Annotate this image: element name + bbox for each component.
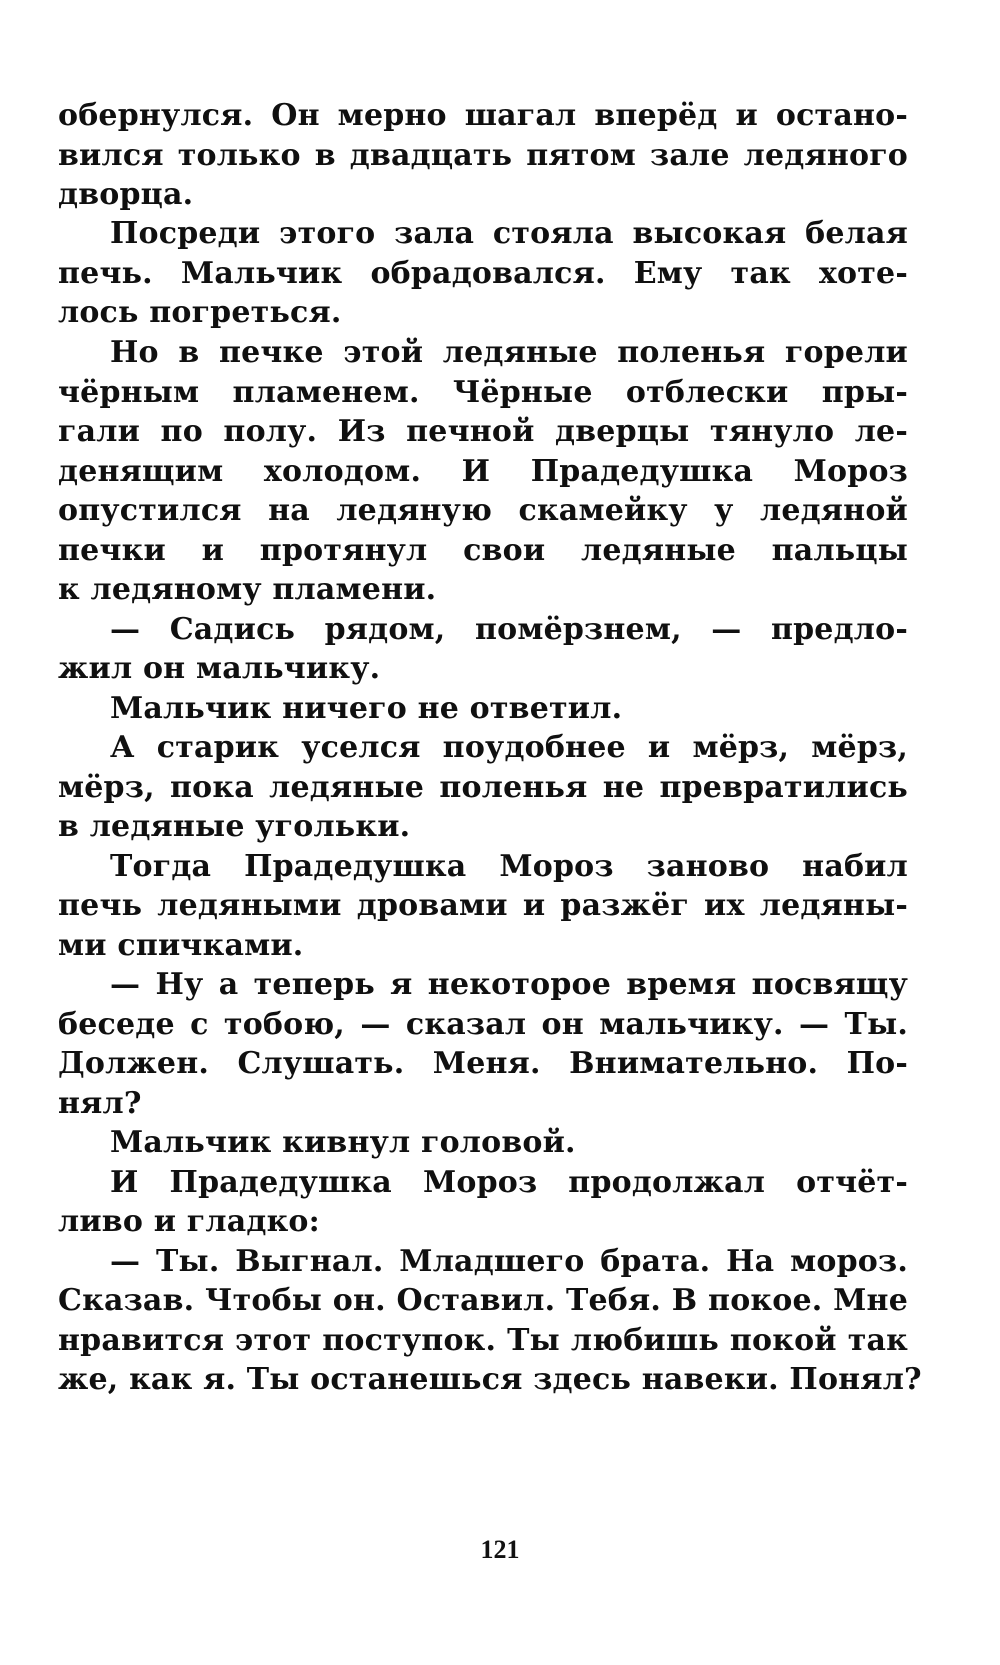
text-line: Сказав. Чтобы он. Оставил. Тебя. В покое. Мне: [58, 1283, 908, 1318]
text-line: нял?: [58, 1086, 142, 1121]
text-line: — Ну а теперь я некоторое время посвящу: [110, 967, 908, 1002]
text-line: Тогда Прадедушка Мороз заново набил: [110, 849, 908, 884]
text-line: же, как я. Ты останешься здесь навеки. Понял?: [58, 1362, 922, 1397]
text-line: гали по полу. Из печной дверцы тянуло ле-: [58, 414, 908, 449]
text-line: печки и протянул свои ледяные пальцы: [58, 533, 908, 568]
page-number: 121: [480, 1535, 520, 1564]
text-line: — Ты. Выгнал. Младшего брата. На мороз.: [110, 1244, 908, 1279]
text-line: печь. Мальчик обрадовался. Ему так хоте-: [58, 256, 908, 291]
text-line: обернулся. Он мерно шагал вперёд и остано-: [58, 98, 908, 133]
text-line: печь ледяными дровами и разжёг их ледяны-: [58, 888, 908, 923]
text-line: — Садись рядом, помёрзнем, — предло-: [110, 612, 908, 647]
text-line: опустился на ледяную скамейку у ледяной: [58, 493, 908, 528]
text-line: ливо и гладко:: [58, 1204, 320, 1239]
text-line: чёрным пламенем. Чёрные отблески пры-: [58, 375, 908, 410]
text-line: Должен. Слушать. Меня. Внимательно. По-: [58, 1046, 908, 1081]
text-line: Посреди этого зала стояла высокая белая: [110, 216, 908, 251]
text-line: А старик уселся поудобнее и мёрз, мёрз,: [110, 730, 908, 765]
text-line: беседе с тобою, — сказал он мальчику. — Ты.: [58, 1007, 908, 1042]
text-line: дворца.: [58, 177, 194, 212]
text-line: в ледяные угольки.: [58, 809, 411, 844]
text-line: Но в печке этой ледяные поленья горели: [110, 335, 908, 370]
text-line: ми спичками.: [58, 928, 304, 963]
text-line: жил он мальчику.: [58, 651, 381, 686]
text-line: вился только в двадцать пятом зале ледяного: [58, 138, 908, 173]
text-line: к ледяному пламени.: [58, 572, 437, 607]
text-line: лось погреться.: [58, 295, 342, 330]
text-line: Мальчик ничего не ответил.: [110, 691, 623, 726]
text-line: Мальчик кивнул головой.: [110, 1125, 576, 1160]
text-line: денящим холодом. И Прадедушка Мороз: [58, 454, 908, 489]
text-line: И Прадедушка Мороз продолжал отчёт-: [110, 1165, 908, 1200]
text-line: мёрз, пока ледяные поленья не превратились: [58, 770, 908, 805]
text-line: нравится этот поступок. Ты любишь покой так: [58, 1323, 908, 1358]
